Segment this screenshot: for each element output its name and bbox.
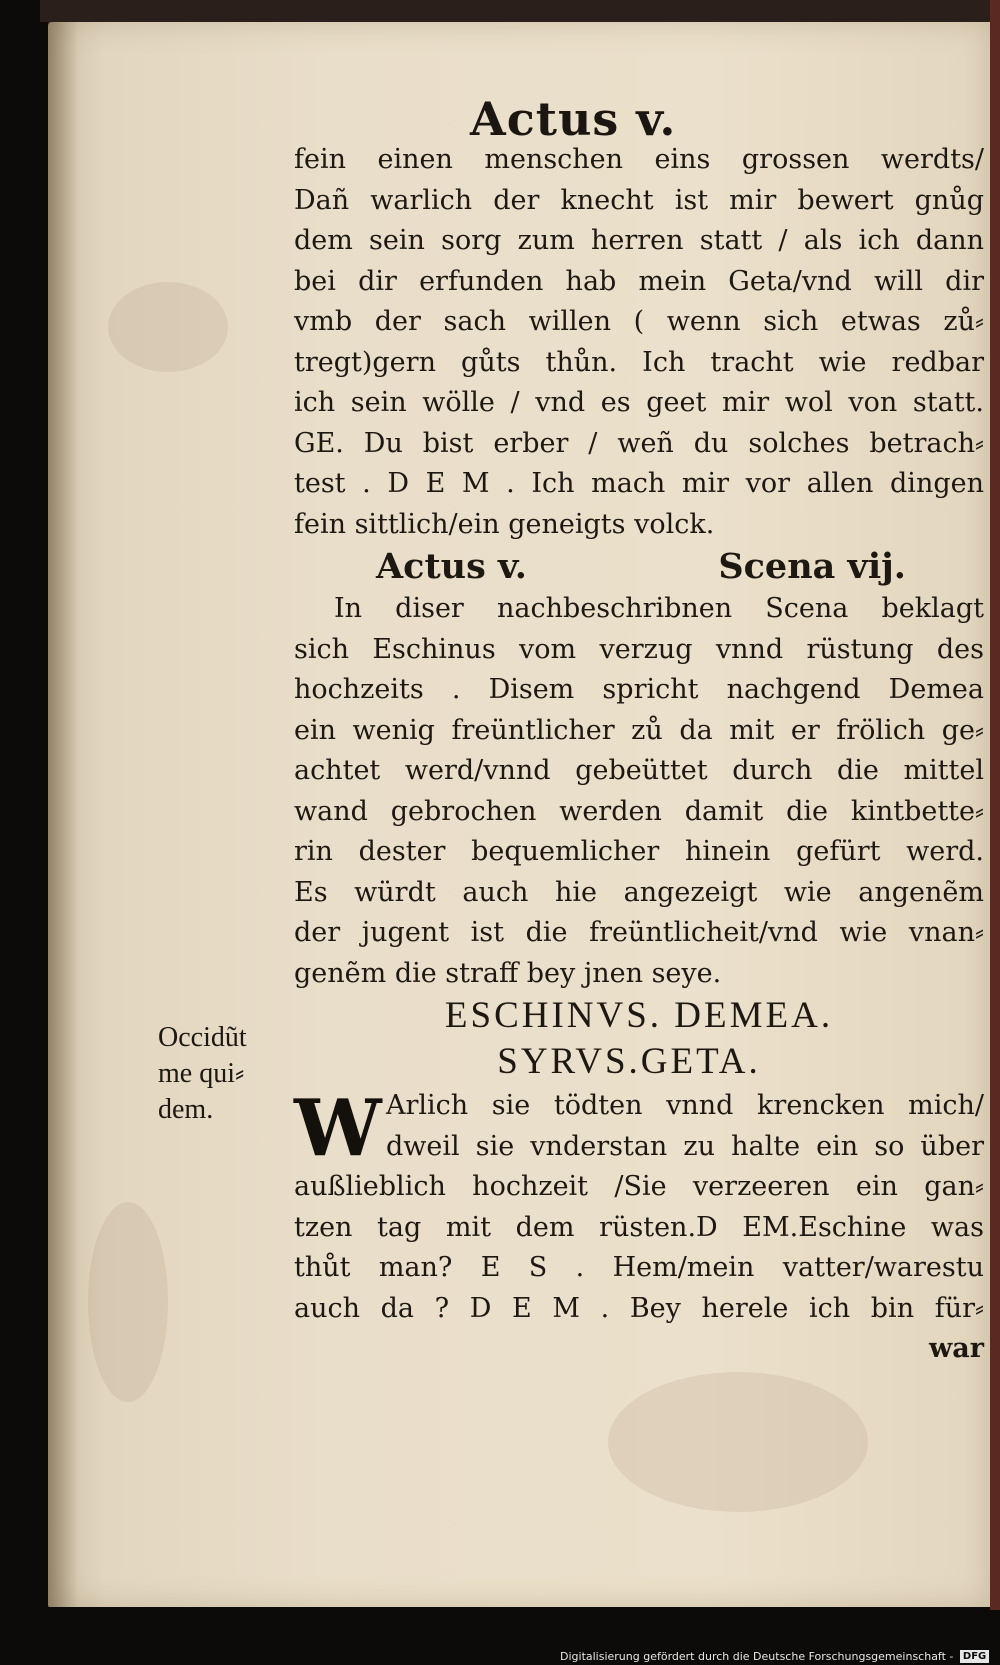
dialogue-line: thůt man? E S . Hem/mein vatter/warestu <box>294 1252 984 1283</box>
argument-line: genẽm die straff bey jnen seye. <box>294 957 722 989</box>
text-line: tregt)gern gůts thůn. Ich tracht wie redbar <box>294 346 984 378</box>
argument-line: sich Eschinus vom verzug vnnd rüstung des <box>294 633 984 665</box>
scene-heading <box>294 545 984 589</box>
scene-heading-act: Actus v. <box>376 546 527 587</box>
credit-text: Digitalisierung gefördert durch die Deutsche Forschungsgemeinschaft - <box>560 1650 954 1663</box>
argument-line: ein wenig freüntlicher zů da mit er frölich ge⸗ <box>294 714 984 746</box>
argument-line: In diser nachbeschribnen Scena beklagt <box>334 593 984 624</box>
book-top-edge <box>40 0 1000 22</box>
argument-line: wand gebrochen werden damit die kintbette⸗ <box>294 795 984 827</box>
dfg-logo: DFG <box>960 1650 989 1663</box>
scene-heading-scene: Scena vij. <box>718 546 906 587</box>
page-gutter-shadow <box>48 22 78 1607</box>
text-line: GE. Du bist erber / weñ du solches betrach⸗ <box>294 427 984 459</box>
personae-line: ESCHINVS. DEMEA. <box>444 995 834 1036</box>
argument-line: rin dester bequemlicher hinein gefürt werd. <box>294 836 984 867</box>
paper-stain <box>88 1202 168 1402</box>
decorated-initial: W <box>294 1083 382 1174</box>
paper-stain <box>608 1372 868 1512</box>
marginal-note-line: dem. <box>158 1094 214 1125</box>
text-line: Dañ warlich der knecht ist mir bewert gnůg <box>294 184 984 216</box>
dialogue-line: außlieblich hochzeit /Sie verzeeren ein gan⸗ <box>294 1171 984 1202</box>
text-line: vmb der sach willen ( wenn sich etwas zů⸗ <box>294 306 984 337</box>
dialogue-line: auch da ? D E M . Bey herele ich bin für⸗ <box>294 1292 984 1324</box>
catchword: war <box>929 1333 984 1364</box>
marginal-note-line: me qui⸗ <box>158 1058 245 1089</box>
dialogue-line: dweil sie vnderstan zu halte ein so über <box>386 1130 984 1162</box>
marginal-note <box>158 1020 288 1128</box>
text-line: bei dir erfunden hab mein Geta/vnd will dir <box>294 265 984 297</box>
argument-line: Es würdt auch hie angezeigt wie angenẽm <box>294 876 984 908</box>
marginal-note-line: Occidũt <box>158 1022 247 1053</box>
dialogue-line: Arlich sie tödten vnnd krencken mich/ <box>386 1090 984 1121</box>
book-fore-edge <box>990 0 1000 1610</box>
dialogue-line: tzen tag mit dem rüsten.D EM.Eschine was <box>294 1211 984 1243</box>
running-head: Actus v. <box>470 92 677 146</box>
digitization-credit <box>560 1648 1000 1665</box>
text-block <box>294 140 984 1370</box>
text-line: test . D E M . Ich mach mir vor allen dingen <box>294 468 984 499</box>
argument-line: hochzeits . Disem spricht nachgend Demea <box>294 674 984 705</box>
text-line: fein einen menschen eins grossen werdts/ <box>294 144 984 175</box>
text-line: dem sein sorg zum herren statt / als ich dann <box>294 225 984 256</box>
personae-line: SYRVS.GETA. <box>497 1041 761 1082</box>
dialogue-block <box>294 1083 984 1370</box>
paper-stain <box>108 282 228 372</box>
argument-line: der jugent ist die freüntlicheit/vnd wie vnan⸗ <box>294 917 984 948</box>
text-line: fein sittlich/ein geneigts volck. <box>294 508 715 540</box>
argument-line: achtet werd/vnnd gebeüttet durch die mittel <box>294 755 984 786</box>
text-line: ich sein wölle / vnd es geet mir wol von statt. <box>294 387 984 418</box>
